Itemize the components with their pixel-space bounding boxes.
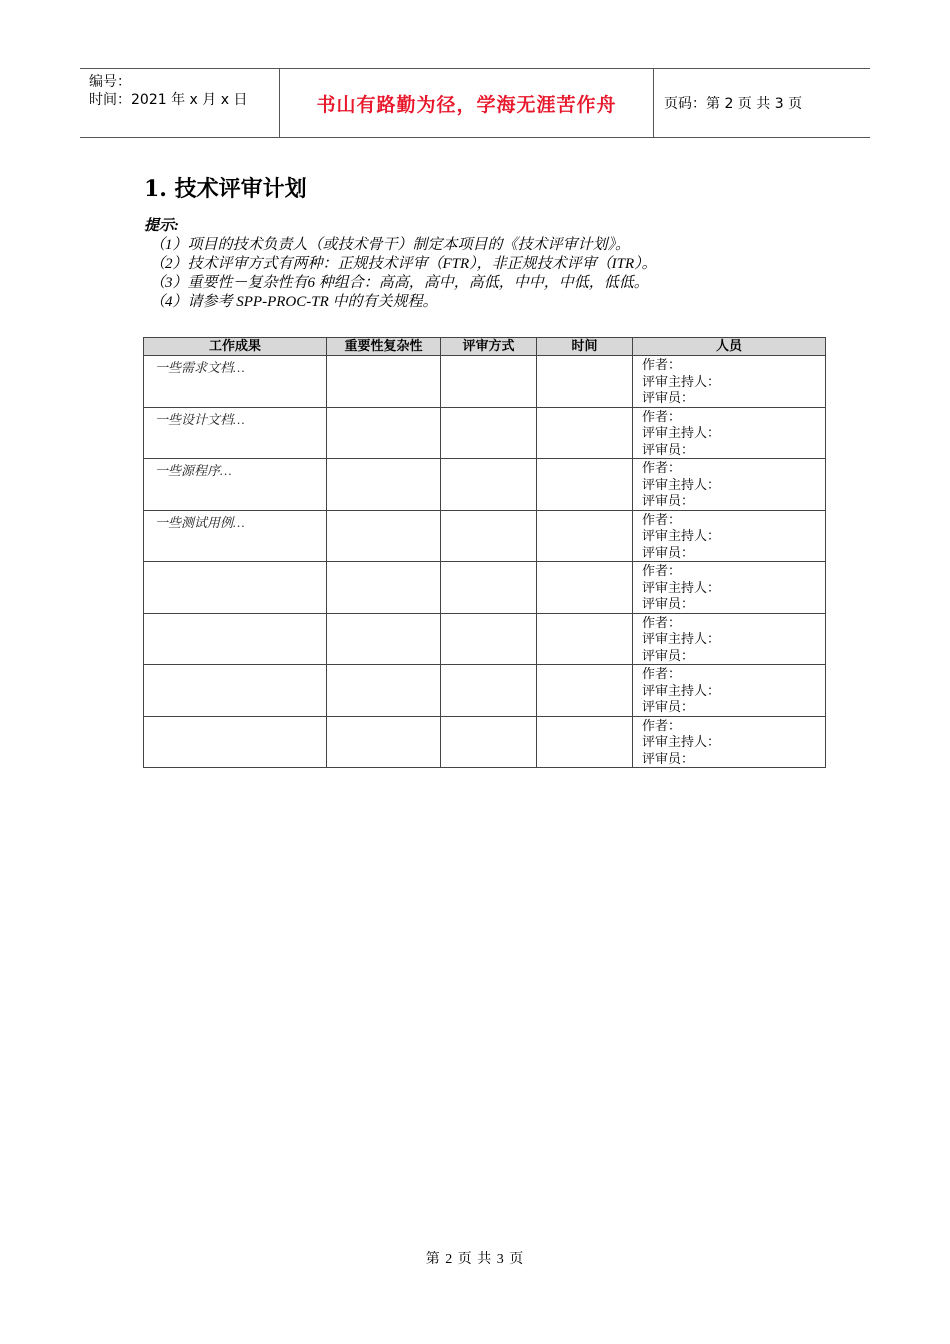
hint-line: （1）项目的技术负责人（或技术骨干）制定本项目的《技术评审计划》。 (150, 237, 631, 253)
cell-time (537, 459, 633, 511)
reviewer-label: 评审员： (642, 493, 695, 508)
cell-time (537, 510, 633, 562)
cell-importance (327, 613, 441, 665)
header-meta (80, 69, 280, 137)
host-label: 评审主持人： (642, 528, 721, 543)
table-row (144, 356, 826, 408)
column-header-method: 评审方式 (441, 338, 537, 356)
reviewer-label: 评审员： (642, 390, 695, 405)
author-label: 作者： (642, 460, 682, 475)
header-slogan-cell (280, 69, 654, 137)
author-label: 作者： (642, 614, 682, 630)
cell-method (441, 407, 537, 459)
cell-people (633, 716, 826, 768)
header-page-cell (654, 69, 870, 137)
cell-importance (327, 407, 441, 459)
hint-line: （3）重要性－复杂性有6 种组合：高高，高中，高低，中中，中低，低低。 (150, 275, 649, 291)
table-row (144, 716, 826, 768)
cell-method (441, 510, 537, 562)
host-label: 评审主持人： (642, 734, 721, 749)
cell-work: 一些设计文档… (144, 407, 327, 459)
cell-time (537, 613, 633, 665)
author-label: 作者： (642, 511, 682, 527)
hint-title: 提示: (144, 218, 179, 234)
author-label: 作者： (642, 408, 682, 424)
cell-importance (327, 459, 441, 511)
document-number-label: 编号： (89, 74, 131, 90)
column-header-work: 工作成果 (144, 338, 327, 356)
author-label: 作者： (642, 717, 682, 733)
host-label: 评审主持人： (642, 579, 721, 595)
cell-time (537, 562, 633, 614)
column-header-importance: 重要性复杂性 (327, 338, 441, 356)
host-label: 评审主持人： (642, 373, 721, 389)
reviewer-label: 评审员： (642, 647, 695, 663)
author-label: 作者： (642, 666, 682, 681)
cell-people (633, 510, 826, 562)
cell-time (537, 356, 633, 408)
cell-people (633, 459, 826, 511)
cell-work: 一些测试用例… (144, 510, 327, 562)
cell-importance (327, 356, 441, 408)
hint-block (144, 217, 657, 312)
cell-method (441, 356, 537, 408)
cell-work (144, 716, 327, 768)
cell-work (144, 613, 327, 665)
cell-time (537, 665, 633, 717)
cell-importance (327, 510, 441, 562)
cell-method (441, 613, 537, 665)
cell-work (144, 562, 327, 614)
cell-people (633, 613, 826, 665)
reviewer-label: 评审员： (642, 750, 695, 766)
cell-people (633, 665, 826, 717)
column-header-people: 人员 (633, 338, 826, 356)
host-label: 评审主持人： (642, 682, 721, 698)
table-row (144, 613, 826, 665)
table-row (144, 665, 826, 717)
cell-people (633, 356, 826, 408)
author-label: 作者： (642, 357, 682, 372)
cell-importance (327, 665, 441, 717)
header-slogan: 书山有路勤为径，学海无涯苦作舟 (316, 93, 617, 116)
header-page-label: 页码：第 2 页 共 3 页 (664, 96, 803, 112)
cell-work (144, 665, 327, 717)
document-header (80, 68, 870, 138)
hint-line: （2）技术评审方式有两种：正规技术评审（FTR），非正规技术评审（ITR）。 (150, 256, 657, 272)
cell-importance (327, 562, 441, 614)
page-footer: 第 2 页 共 3 页 (425, 1252, 525, 1267)
cell-method (441, 562, 537, 614)
host-label: 评审主持人： (642, 631, 721, 646)
cell-work: 一些源程序… (144, 459, 327, 511)
reviewer-label: 评审员： (642, 699, 695, 714)
reviewer-label: 评审员： (642, 441, 695, 457)
table-row (144, 407, 826, 459)
table-header-row (144, 338, 826, 356)
hint-line: （4）请参考 SPP-PROC-TR 中的有关规程。 (150, 294, 438, 310)
column-header-time: 时间 (537, 338, 633, 356)
host-label: 评审主持人： (642, 476, 721, 492)
reviewer-label: 评审员： (642, 596, 695, 611)
table-row (144, 510, 826, 562)
cell-importance (327, 716, 441, 768)
cell-work: 一些需求文档… (144, 356, 327, 408)
table-row (144, 562, 826, 614)
cell-people (633, 407, 826, 459)
cell-method (441, 459, 537, 511)
cell-method (441, 665, 537, 717)
cell-people (633, 562, 826, 614)
host-label: 评审主持人： (642, 425, 721, 440)
review-plan-table (143, 337, 826, 768)
cell-time (537, 407, 633, 459)
table-row (144, 459, 826, 511)
cell-time (537, 716, 633, 768)
cell-method (441, 716, 537, 768)
reviewer-label: 评审员： (642, 544, 695, 560)
document-time-label: 时间：2021 年 x 月 x 日 (89, 92, 248, 108)
author-label: 作者： (642, 563, 682, 578)
section-title: 1. 技术评审计划 (144, 176, 307, 202)
